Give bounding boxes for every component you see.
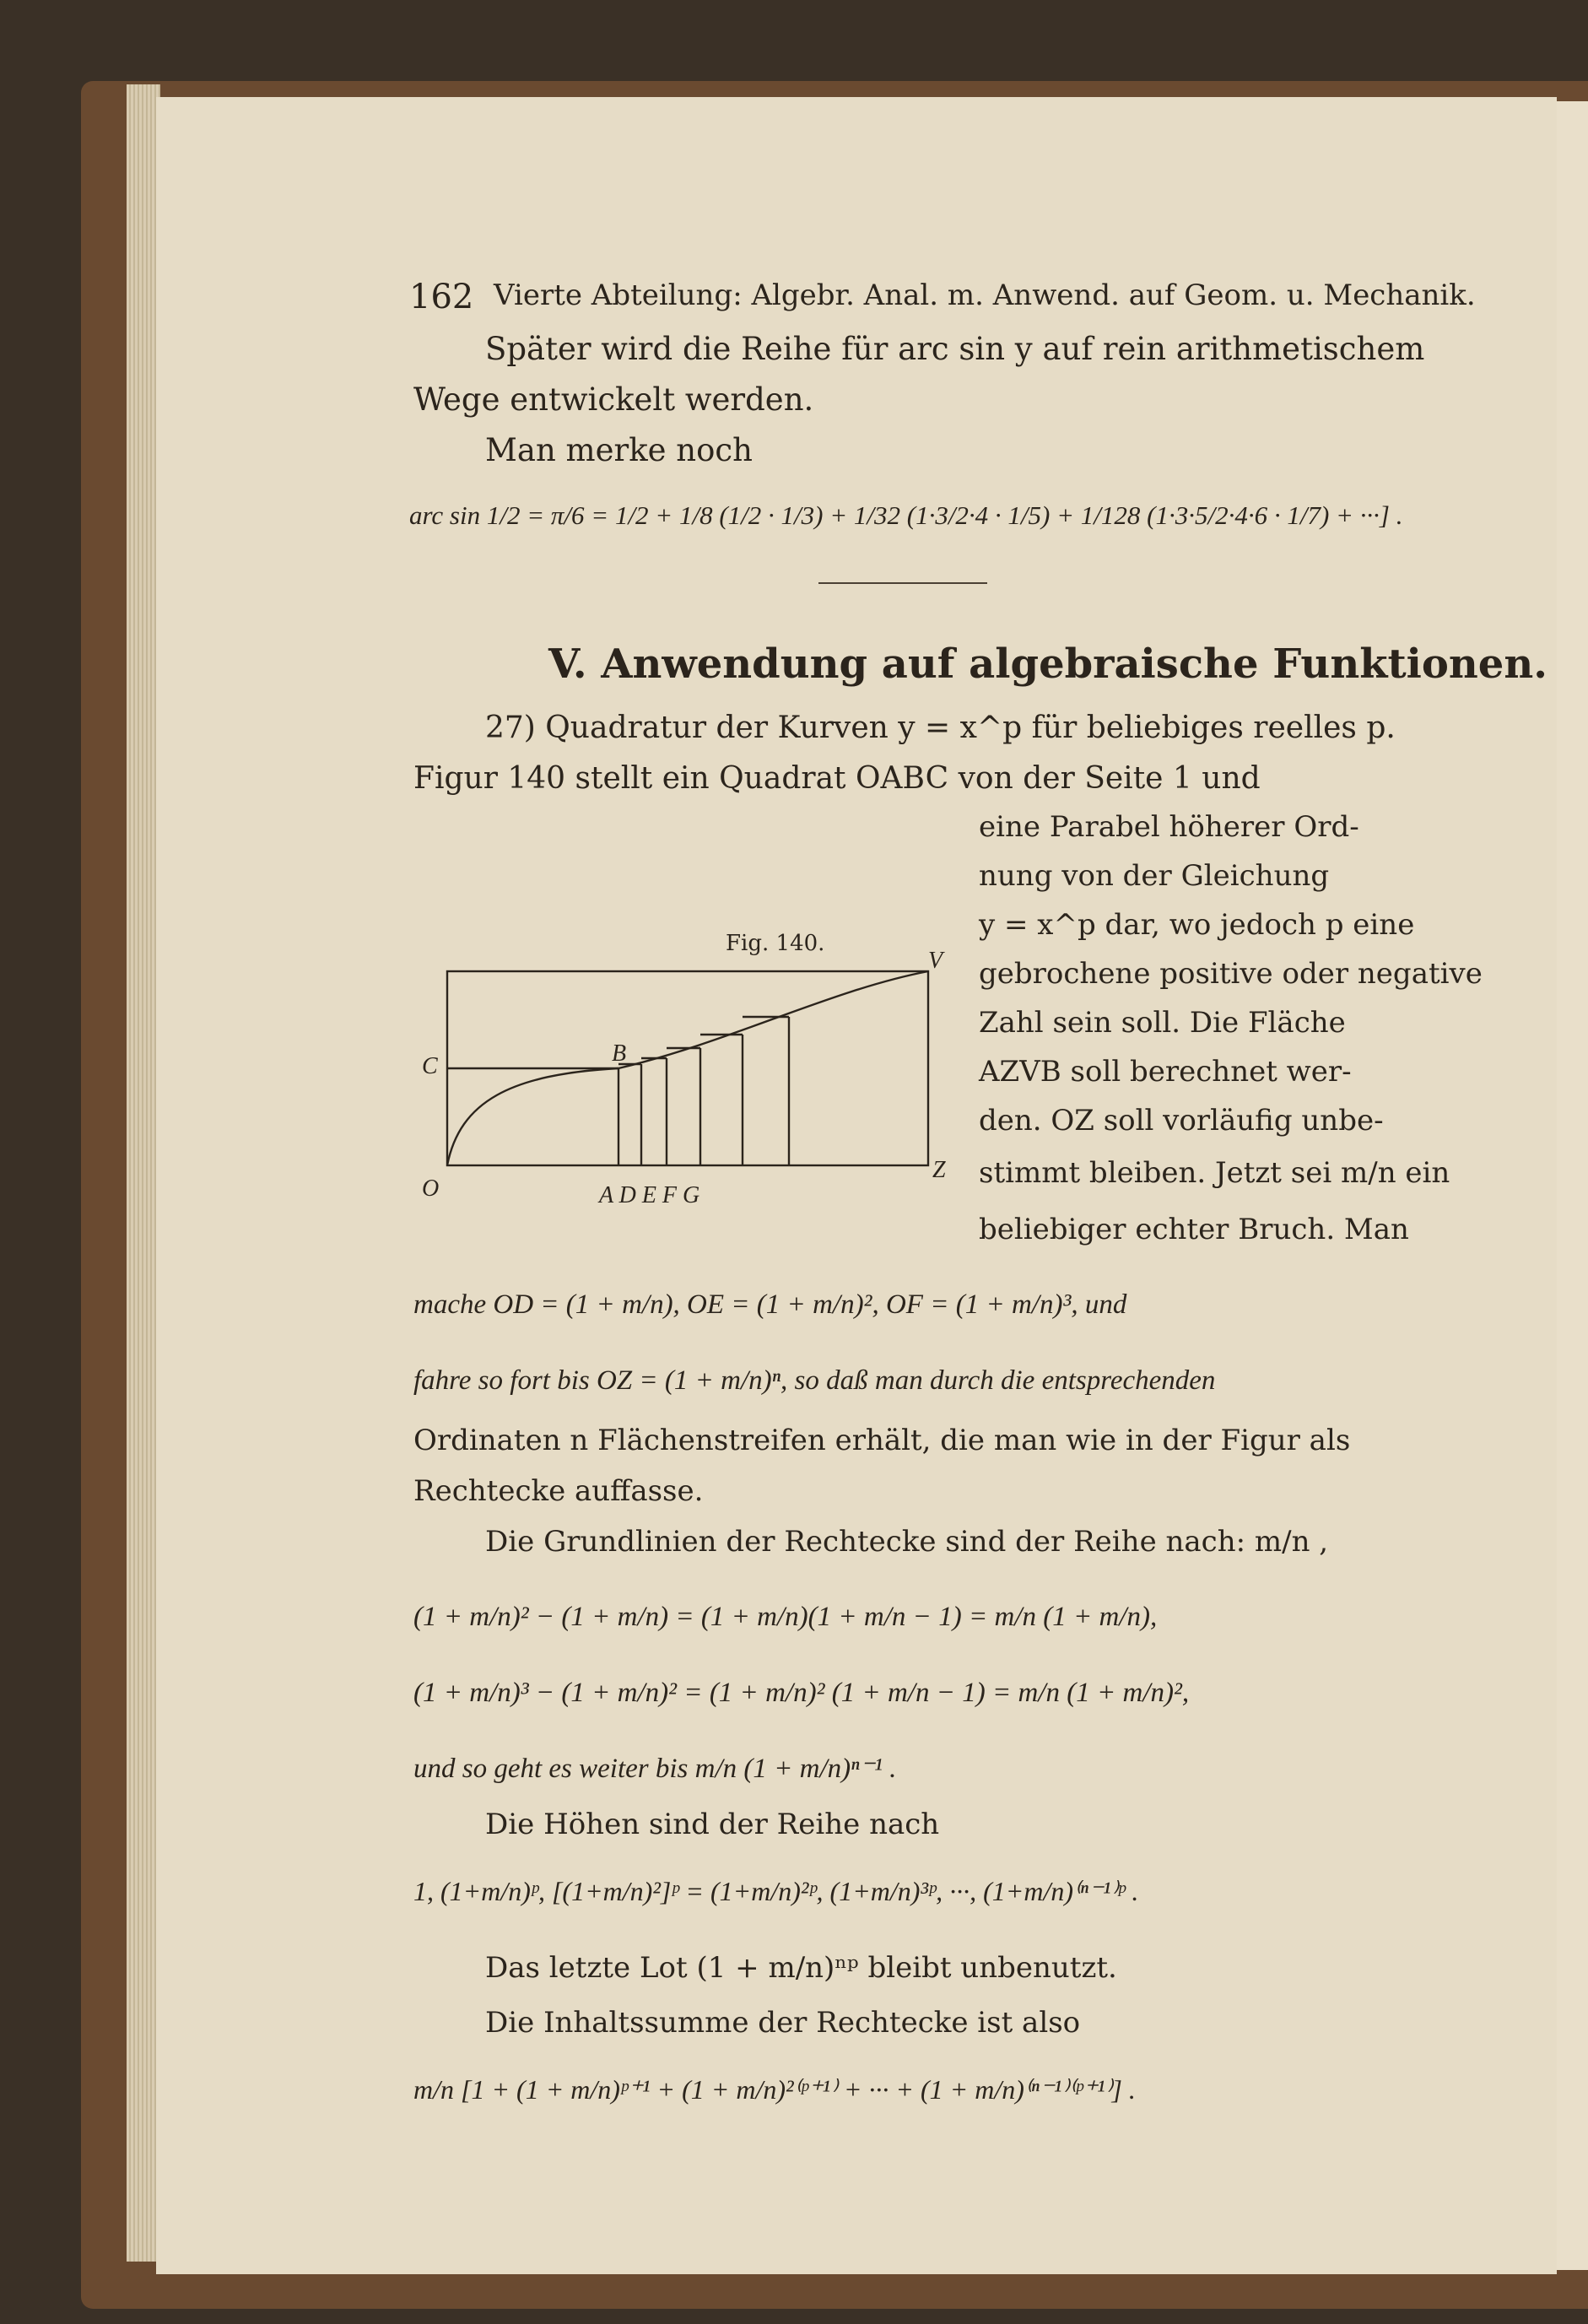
label-V: V xyxy=(928,948,943,974)
summe-eq: m/n [1 + (1 + m/n)ᵖ⁺¹ + (1 + m/n)²⁽ᵖ⁺¹⁾ + ··· + (1 + m/n)⁽ⁿ⁻¹⁾⁽ᵖ⁺¹⁾] . xyxy=(413,2074,1136,2105)
grund-eq-3: und so geht es weiter bis m/n (1 + m/n)ⁿ⁻¹ . xyxy=(413,1754,897,1784)
separator-rule xyxy=(818,582,987,584)
running-title: Vierte Abteilung: Algebr. Anal. m. Anwend. auf Geom. u. Mechanik. xyxy=(494,278,1476,312)
grund-eq-2: (1 + m/n)³ − (1 + m/n)² = (1 + m/n)² (1 + m/n − 1) = m/n (1 + m/n)², xyxy=(413,1678,1190,1708)
summe-intro: Die Inhaltssumme der Rechtecke ist also xyxy=(485,2006,1081,2040)
intro-line-3: Man merke noch xyxy=(485,432,753,468)
figure-drawing xyxy=(409,806,966,1245)
hoehen-intro: Die Höhen sind der Reihe nach xyxy=(485,1808,940,1841)
right-line: beliebiger echter Bruch. Man xyxy=(979,1213,1409,1246)
para27-line-2: Figur 140 stellt ein Quadrat OABC von der Seite 1 und xyxy=(413,761,1261,796)
intro-line-2: Wege entwickelt werden. xyxy=(413,381,814,418)
label-O: O xyxy=(422,1176,440,1202)
grund-intro: Die Grundlinien der Rechtecke sind der Reihe nach: m/n , xyxy=(485,1525,1329,1559)
right-line: gebrochene positive oder negative xyxy=(979,957,1483,991)
grund-eq-1: (1 + m/n)² − (1 + m/n) = (1 + m/n)(1 + m/n − 1) = m/n (1 + m/n), xyxy=(413,1602,1158,1632)
right-line: eine Parabel höherer Ord- xyxy=(979,810,1359,844)
intro-line-1: Später wird die Reihe für arc sin y auf rein arithmetischem xyxy=(485,331,1425,367)
line-ordinaten: Ordinaten n Flächenstreifen erhält, die man wie in der Figur als xyxy=(413,1424,1351,1457)
facing-page-edge xyxy=(1553,101,1588,2270)
right-line: stimmt bleiben. Jetzt sei m/n ein xyxy=(979,1156,1450,1190)
hoehen-lot: Das letzte Lot (1 + m/n)ⁿᵖ bleibt unbenutzt. xyxy=(485,1951,1117,1985)
label-B: B xyxy=(612,1040,627,1067)
section-title: V. Anwendung auf algebraische Funktionen. xyxy=(548,640,1547,688)
line-mache: mache OD = (1 + m/n), OE = (1 + m/n)², OF = (1 + m/n)³, und xyxy=(413,1289,1127,1320)
right-line: den. OZ soll vorläufig unbe- xyxy=(979,1104,1384,1138)
book-page xyxy=(156,97,1557,2274)
para27-line-1: 27) Quadratur der Kurven y = x^p für beliebiges reelles p. xyxy=(485,711,1396,745)
arcsin-formula: arc sin 1/2 = π/6 = 1/2 + 1/8 (1/2 · 1/3) + 1/32 (1·3/2·4 · 1/5) + 1/128 (1·3·5/2·4·6 · 1/7) + ···] . xyxy=(409,500,1403,530)
axis-labels: A D E F G xyxy=(599,1182,700,1208)
right-line: y = x^p dar, wo jedoch p eine xyxy=(979,908,1415,942)
right-line: Zahl sein soll. Die Fläche xyxy=(979,1006,1346,1040)
line-fahre: fahre so fort bis OZ = (1 + m/n)ⁿ, so daß man durch die entsprechenden xyxy=(413,1365,1216,1396)
line-rechtecke: Rechtecke auffasse. xyxy=(413,1474,704,1508)
page-edges xyxy=(127,84,160,2262)
figure-caption: Fig. 140. xyxy=(726,931,825,956)
label-C: C xyxy=(422,1053,438,1079)
page-number: 162 xyxy=(409,278,474,316)
label-Z: Z xyxy=(932,1157,946,1183)
right-line: nung von der Gleichung xyxy=(979,859,1330,893)
hoehen-eq: 1, (1+m/n)ᵖ, [(1+m/n)²]ᵖ = (1+m/n)²ᵖ, (1+m/n)³ᵖ, ···, (1+m/n)⁽ⁿ⁻¹⁾ᵖ . xyxy=(413,1876,1139,1906)
figure-140 xyxy=(409,806,966,1245)
right-line: AZVB soll berechnet wer- xyxy=(979,1055,1352,1089)
